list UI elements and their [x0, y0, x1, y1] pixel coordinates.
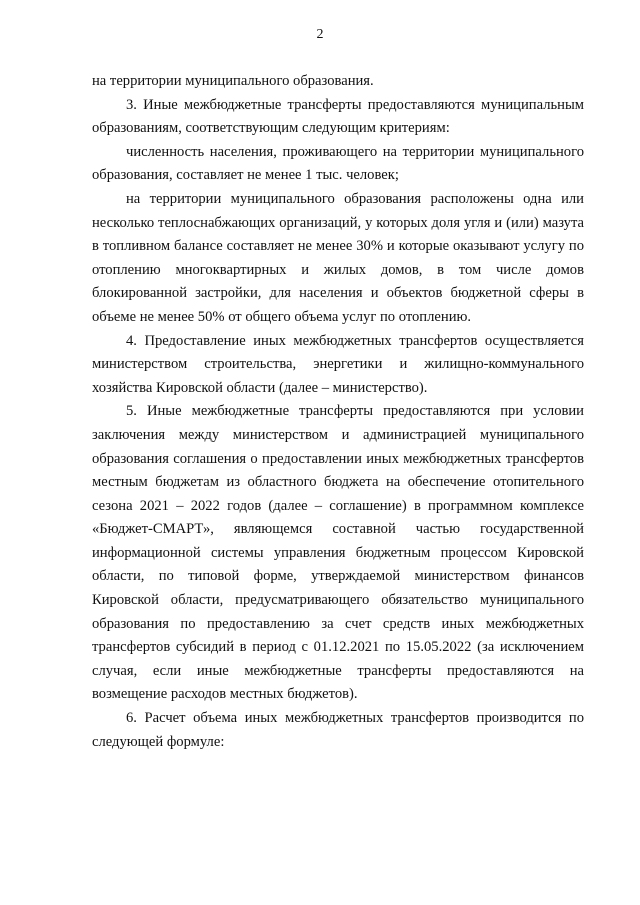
paragraph-item-3: 3. Иные межбюджетные трансферты предоставляются муниципальным образованиям, соответствующим следующим критериям: [92, 96, 584, 137]
paragraph-item-5: 5. Иные межбюджетные трансферты предоставляются при условии заключения между министерством и администрацией муниципального образования соглашения о предоставлении иных межбюджетных трансфертов местным бюджетам из областного бюджета на обеспечение отопительного сезона 2021 – 2022 годов (далее – соглашение) в программном комплексе «Бюджет-СМАРТ», являющемся составной частью государственной информационной системы управления бюджетным процессом Кировской области, по типовой форме, утверждаемой министерством финансов Кировской области, предусматривающего обязательство муниципального образования по предоставлению за счет средств иных межбюджетных трансфертов субсидий в период с 01.12.2021 по 15.05.2022 (за исключением случая, если иные межбюджетные трансферты предоставляются на возмещение расходов местных бюджетов). [92, 403, 584, 703]
paragraph-item-4: 4. Предоставление иных межбюджетных трансфертов осуществляется министерством строительства, энергетики и жилищно-коммунального хозяйства Кировской области (далее – министерство). [92, 332, 584, 396]
document-body [92, 70, 584, 754]
paragraph-criterion-heating: на территории муниципального образования расположены одна или несколько теплоснабжающих организаций, у которых доля угля и (или) мазута в топливном балансе составляет не менее 30% и которые оказывают услугу по отоплению многоквартирных и жилых домов, в том числе домов блокированной застройки, для населения и объектов бюджетной сферы в объеме не менее 50% от общего объема услуг по отоплению. [92, 190, 584, 325]
paragraph-criterion-population: численность населения, проживающего на территории муниципального образования, составляет не менее 1 тыс. человек; [92, 143, 584, 184]
page-number: 2 [316, 27, 324, 42]
paragraph-continuation: на территории муниципального образования. [92, 73, 374, 89]
paragraph-item-6: 6. Расчет объема иных межбюджетных трансфертов производится по следующей формуле: [92, 710, 584, 750]
